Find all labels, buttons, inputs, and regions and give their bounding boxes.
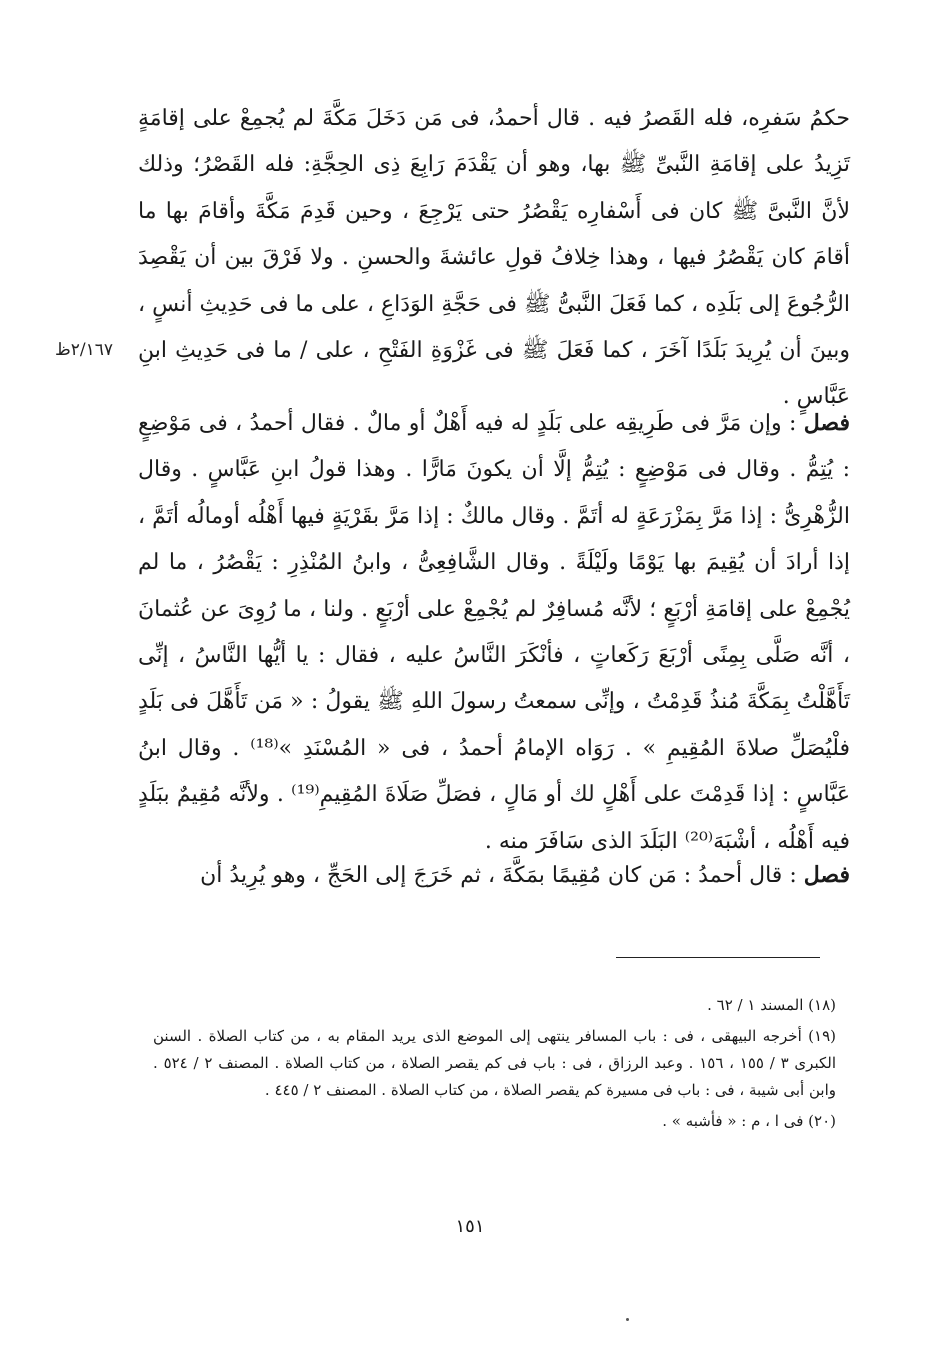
footnote-20: (٢٠) فى ا ، م : « فأشبه » .	[662, 1112, 836, 1130]
section-heading-fasl: فصل	[803, 862, 850, 888]
footnotes	[153, 992, 836, 1135]
scan-speck	[626, 1318, 629, 1321]
paragraph-3	[138, 852, 850, 899]
footnote-18: (١٨) المسند ١ / ٦٢ .	[707, 996, 836, 1014]
margin-manuscript-reference: ٢/١٦٧ظ	[55, 340, 113, 360]
section-heading-fasl: فصل	[803, 410, 850, 436]
paragraph-3-body: : قال أحمدُ : مَن كان مُقِيمًا بمَكَّةَ ، ثم خَرَجَ إلى الحَجِّ ، وهو يُرِيدُ أن	[200, 863, 797, 888]
paragraph-1: حكمُ سَفرِه، فله القَصرُ فيه . قال أحمدُ، فى مَن دَخَلَ مَكَّةَ لم يُجمِعْ على إقامَةٍ تَزِيدُ على إقامَةِ النَّبىِّ ﷺ بها، وهو أن يَقْدَمَ رَابِعَ ذِى الحِجَّةِ: فله القَصْرُ؛ وذلك لأنَّ النَّبىَّ ﷺ كان فى أَسْفارِه يَقْصُرُ حتى يَرْجِعَ ، وحين قَدِمَ مَكَّةَ وأقامَ بها ما أقامَ كان يَقْصُرُ فيها ، وهذا خِلافُ قولِ عائشةَ والحسنِ . ولا فَرْقَ بين أن يَقْصِدَ الرُّجُوعَ إلى بَلَدِه ، كما فَعَلَ النَّبىُّ ﷺ فى حَجَّةِ الوَدَاعِ ، على ما فى حَدِيثِ أنسٍ ، وبينَ أن يُرِيدَ بَلَدًا آخَرَ ، كما فَعَلَ ﷺ فى غَزْوَةِ الفَتْحِ ، على / ما فى حَدِيثِ ابنِ عَبَّاسٍ .	[138, 106, 850, 410]
page-number: ١٥١	[455, 1216, 485, 1237]
paragraph-2	[138, 400, 850, 865]
footnote-divider	[616, 957, 820, 958]
paragraph-2-body: : وإن مَرَّ فى طَرِيقِه على بَلَدٍ له فيه أَهْلٌ أو مالٌ . فقال أحمدُ ، فى مَوْضِعٍ : يُتِمُّ . وقال فى مَوْضِعٍ : يُتِمُّ إلَّا أن يكونَ مَارًّا . وهذا قولُ ابنِ عَبَّاسٍ . وقال الزُّهْرِىُّ : إذا مَرَّ بِمَزْرَعَةٍ له أتَمَّ . وقال مالكٌ : إذا مَرَّ بقَرْيَةٍ فيها أَهْلُه أومالُه أتَمَّ ، إذا أرادَ أن يُقِيمَ بها يَوْمًا ولَيْلَةً . وقال الشَّافِعِىُّ ، وابنُ المُنْذِرِ : يَقْصُرُ ، ما لم يُجْمِعْ على إقامَةِ أرْبَعٍ ؛ لأنَّه مُسافِرٌ لم يُجْمِعْ على أرْبَعٍ . ولنا ، ما رُوِىَ عن عُثمانَ ، أنَّه صَلَّى بِمِنًى أرْبَعَ رَكَعاتٍ ، فأنْكَرَ النَّاسُ عليه ، فقال : يا أيُّها النَّاسُ ، إنِّى تَأَهَّلْتُ بِمَكَّةَ مُنذُ قَدِمْتُ ، وإنِّى سمعتُ رسولَ اللهِ ﷺ يقولُ : « مَن تَأَهَّلَ فى بَلَدٍ فلْيُصَلِّ صلاةَ المُقِيمِ » . رَوَاه الإمامُ أحمدُ ، فى « المُسْنَدِ »⁽¹⁸⁾ . وقال ابنُ عَبَّاسٍ : إذا قَدِمْتَ على أَهْلٍ لك أو مَالٍ ، فصَلِّ صَلَاةَ المُقِيمِ⁽¹⁹⁾ . ولأنَّه مُقِيمٌ ببَلَدٍ فيه أَهْلُه ، أشْبَهَ⁽²⁰⁾ البَلَدَ الذى سَافَرَ منه .	[138, 411, 850, 854]
footnote-19: (١٩) أخرجه البيهقى ، فى : باب المسافر ينتهى إلى الموضع الذى يريد المقام به ، من كتاب الصلاة . السنن الكبرى ٣ / ١٥٥ ، ١٥٦ . وعبد الرزاق ، فى : باب فى كم يقصر الصلاة ، من كتاب الصلاة . المصنف ٢ / ٥٢٤ . وابن أبى شيبة ، فى : باب فى مسيرة كم يقصر الصلاة ، من كتاب الصلاة . المصنف ٢ / ٤٤٥ .	[153, 1027, 836, 1099]
